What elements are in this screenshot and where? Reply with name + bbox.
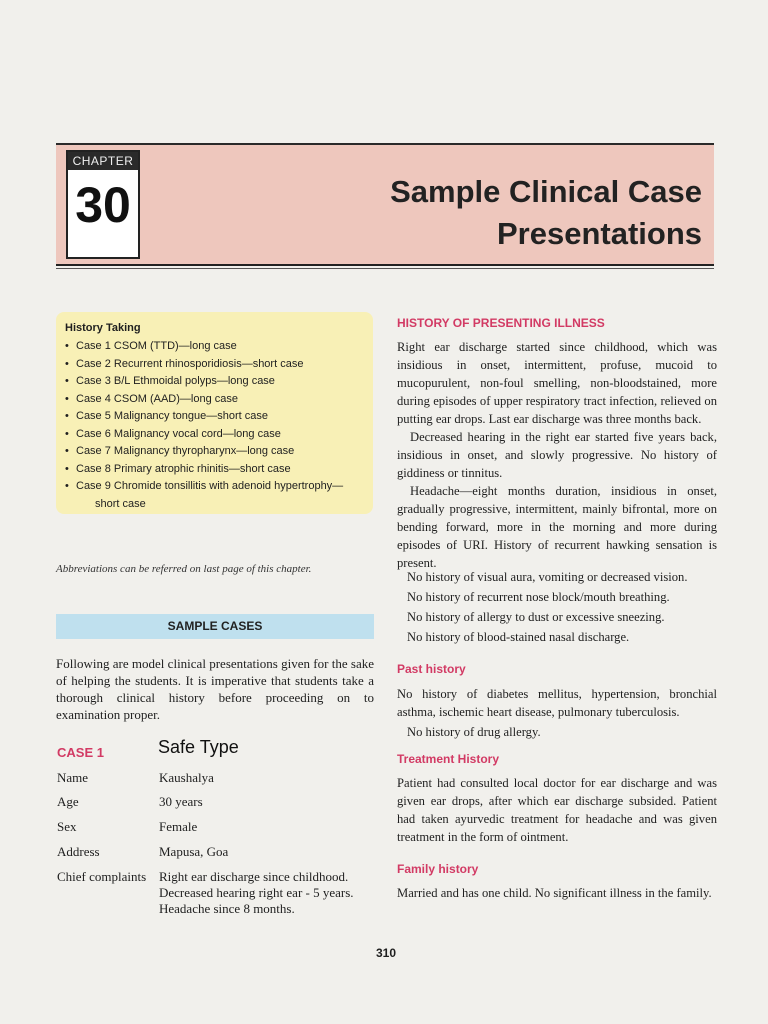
page-title [282, 171, 702, 255]
case-1-details [57, 770, 377, 917]
past-history-heading: Past history [397, 662, 466, 676]
list-item: • Case 4 CSOM (AAD)—long case [65, 392, 238, 405]
hpi-line-4: No history of blood-stained nasal discharge. [407, 630, 630, 644]
hpi-paragraph-3: Headache—eight months duration, insidious in onset, gradually progressive, intermittent, mainly bifrontal, more on bending forward, more in the morning and more during episodes of URI. History of recurrent hawking sensation is present. [397, 484, 717, 570]
list-item: • Case 1 CSOM (TTD)—long case [65, 340, 237, 352]
hpi-paragraph-2: Decreased hearing in the right ear started five years back, insidious in onset, and slowly progressive. No history of giddiness or tinnitus. [397, 430, 717, 480]
page-number: 310 [376, 946, 397, 960]
safe-type-overlay: Safe Type [158, 737, 239, 757]
detail-row-sex: Sex Female [57, 819, 198, 834]
case-1-label: CASE 1 [57, 745, 104, 760]
list-item: • Case 3 B/L Ethmoidal polyps—long case [65, 375, 275, 387]
list-item: • Case 2 Recurrent rhinosporidiosis—short case [65, 357, 304, 370]
detail-row-address: Address Mapusa, Goa [57, 844, 229, 859]
list-item: • Case 7 Malignancy thyropharynx—long case [65, 445, 295, 457]
hpi-heading: HISTORY OF PRESENTING ILLNESS [397, 316, 605, 330]
header-divider [56, 264, 714, 266]
treatment-history-paragraph: Patient had consulted local doctor for ear discharge and was given ear drops, after which ear discharge subsided. Patient had taken ayurvedic treatment for headache and was given treatment in the form of ointment. [397, 776, 717, 844]
history-taking-title: History Taking [65, 322, 141, 334]
title-line-2: Presentations [496, 216, 702, 251]
detail-row-age: Age 30 years [57, 794, 203, 809]
list-item: • Case 8 Primary atrophic rhinitis—short case [65, 462, 291, 475]
chapter-badge [66, 150, 140, 259]
treatment-history-heading: Treatment History [397, 752, 500, 766]
detail-row-name: Name Kaushalya [57, 770, 214, 785]
case-list [65, 338, 365, 513]
sample-cases-intro: Following are model clinical presentations given for the sake of helping the students. It is imperative that students take a thorough clinical history before proceeding on to examination proper. [56, 656, 374, 722]
history-taking-box [56, 312, 373, 514]
family-history-heading: Family history [397, 862, 479, 876]
header-divider-thin [56, 268, 714, 269]
past-history-paragraph: No history of diabetes mellitus, hypertension, bronchial asthma, ischemic heart disease, pulmonary tuberculosis. [397, 687, 717, 719]
list-item: • Case 9 Chromide tonsillitis with adenoid hypertrophy— short case [65, 480, 344, 510]
hpi-paragraph-1: Right ear discharge started since childhood, which was insidious in onset, intermittent, profuse, mucoid to mucopurulent, non-foul smelling, non-bloodstained, more during episodes of upper respiratory tract infection, relieved on putting ear drops. Last ear discharge was three months back. [397, 340, 717, 426]
detail-row-chief-complaints: Chief complaints Right ear discharge since childhood. Decreased hearing right ear - 5 years. Headache since 8 months. [57, 869, 354, 916]
sample-cases-heading: SAMPLE CASES [56, 614, 374, 639]
hpi-line-1: No history of visual aura, vomiting or decreased vision. [407, 570, 688, 584]
chapter-number: 30 [75, 177, 131, 233]
abbreviations-note: Abbreviations can be referred on last page of this chapter. [56, 563, 312, 575]
list-item: • Case 6 Malignancy vocal cord—long case [65, 427, 281, 440]
title-line-1: Sample Clinical Case [390, 174, 702, 209]
list-item: • Case 5 Malignancy tongue—short case [65, 410, 268, 422]
hpi-line-2: No history of recurrent nose block/mouth breathing. [407, 590, 670, 604]
family-history-paragraph: Married and has one child. No significant illness in the family. [397, 886, 712, 900]
chapter-label: CHAPTER [68, 152, 138, 170]
hpi-line-3: No history of allergy to dust or excessive sneezing. [407, 610, 665, 624]
past-history-line: No history of drug allergy. [407, 725, 541, 739]
